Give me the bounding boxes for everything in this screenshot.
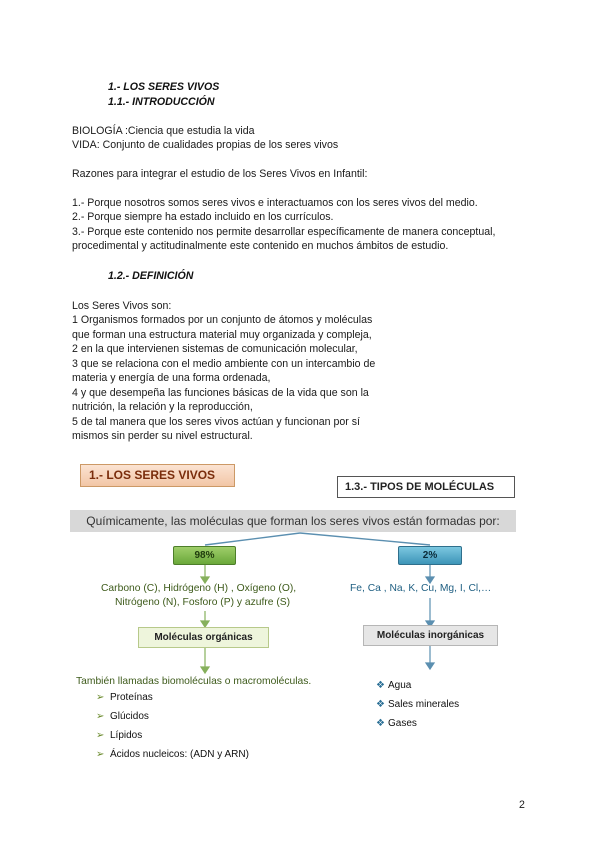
arrow-bullet-icon: ➢ xyxy=(96,749,105,760)
organic-list xyxy=(96,688,249,764)
diamond-bullet-icon: ❖ xyxy=(376,718,385,729)
definicion-line: Los Seres Vivos son: xyxy=(72,300,172,312)
definicion-line: que forman una estructura material muy organizada y compleja, xyxy=(72,329,372,341)
arrow-bullet-icon: ➢ xyxy=(96,692,105,703)
pct-inorganic-badge: 2% xyxy=(398,546,462,565)
list-item: ➢ Lípidos xyxy=(96,726,249,745)
connector-left xyxy=(205,533,300,545)
list-item: ❖ Sales minerales xyxy=(376,695,459,714)
figure-title-right: 1.3.- TIPOS DE MOLÉCULAS xyxy=(337,476,515,498)
section-subtitle: 1.1.- INTRODUCCIÓN xyxy=(108,96,215,108)
inorganic-molecules-box: Moléculas inorgánicas xyxy=(363,625,498,646)
definicion-line: mismos sin perder su nivel estructural. xyxy=(72,430,253,442)
arrow-right-3-head xyxy=(426,663,434,669)
diamond-bullet-icon: ❖ xyxy=(376,680,385,691)
razon-3-cont: procedimental y actitudinalmente este contenido en muchos ámbitos de estudio. xyxy=(72,240,449,252)
definicion-line: materia y energía de una forma ordenada, xyxy=(72,372,271,384)
definicion-line: nutrición, la relación y la reproducción, xyxy=(72,401,253,413)
section-title: 1.- LOS SERES VIVOS xyxy=(108,81,220,93)
figure-banner: Químicamente, las moléculas que forman los seres vivos están formadas por: xyxy=(70,510,516,532)
definicion-line: 1 Organismos formados por un conjunto de átomos y moléculas xyxy=(72,314,373,326)
arrow-bullet-icon: ➢ xyxy=(96,711,105,722)
organic-note: También llamadas biomoléculas o macromoléculas. xyxy=(76,676,312,687)
razon-2: 2.- Porque siempre ha estado incluido en los currículos. xyxy=(72,211,334,223)
list-item: ❖ Agua xyxy=(376,676,459,695)
vida-definition: VIDA: Conjunto de cualidades propias de los seres vivos xyxy=(72,139,339,151)
definicion-line: 2 en la que intervienen sistemas de comunicación molecular, xyxy=(72,343,358,355)
inorganic-elements: Fe, Ca , Na, K, Cu, Mg, I, Cl,… xyxy=(350,583,492,594)
list-item: ➢ Ácidos nucleicos: (ADN y ARN) xyxy=(96,745,249,764)
diamond-bullet-icon: ❖ xyxy=(376,699,385,710)
page-number: 2 xyxy=(519,799,525,811)
definicion-line: 3 que se relaciona con el medio ambiente con un intercambio de xyxy=(72,358,376,370)
organic-molecules-box: Moléculas orgánicas xyxy=(138,627,269,648)
organic-elements-line: Carbono (C), Hidrógeno (H) , Oxígeno (O), xyxy=(101,583,297,594)
razon-1: 1.- Porque nosotros somos seres vivos e interactuamos con los seres vivos del medio. xyxy=(72,197,478,209)
figure-title-left: 1.- LOS SERES VIVOS xyxy=(80,464,235,487)
connector-right xyxy=(300,533,430,545)
organic-elements-line: Nitrógeno (N), Fosforo (P) y azufre (S) xyxy=(115,597,291,608)
arrow-bullet-icon: ➢ xyxy=(96,730,105,741)
razon-3: 3.- Porque este contenido nos permite desarrollar específicamente de manera conceptual, xyxy=(72,226,496,238)
biologia-definition: BIOLOGÍA :Ciencia que estudia la vida xyxy=(72,125,255,137)
inorganic-list xyxy=(376,676,459,733)
definicion-title: 1.2.- DEFINICIÓN xyxy=(108,270,194,282)
list-item: ➢ Proteínas xyxy=(96,688,249,707)
pct-organic-badge: 98% xyxy=(173,546,236,565)
list-item: ❖ Gases xyxy=(376,714,459,733)
list-item: ➢ Glúcidos xyxy=(96,707,249,726)
definicion-line: 4 y que desempeña las funciones básicas de la vida que son la xyxy=(72,387,369,399)
definicion-line: 5 de tal manera que los seres vivos actúan y funcionan por sí xyxy=(72,416,360,428)
razones-intro: Razones para integrar el estudio de los Seres Vivos en Infantil: xyxy=(72,168,368,180)
arrow-left-3-head xyxy=(201,667,209,673)
